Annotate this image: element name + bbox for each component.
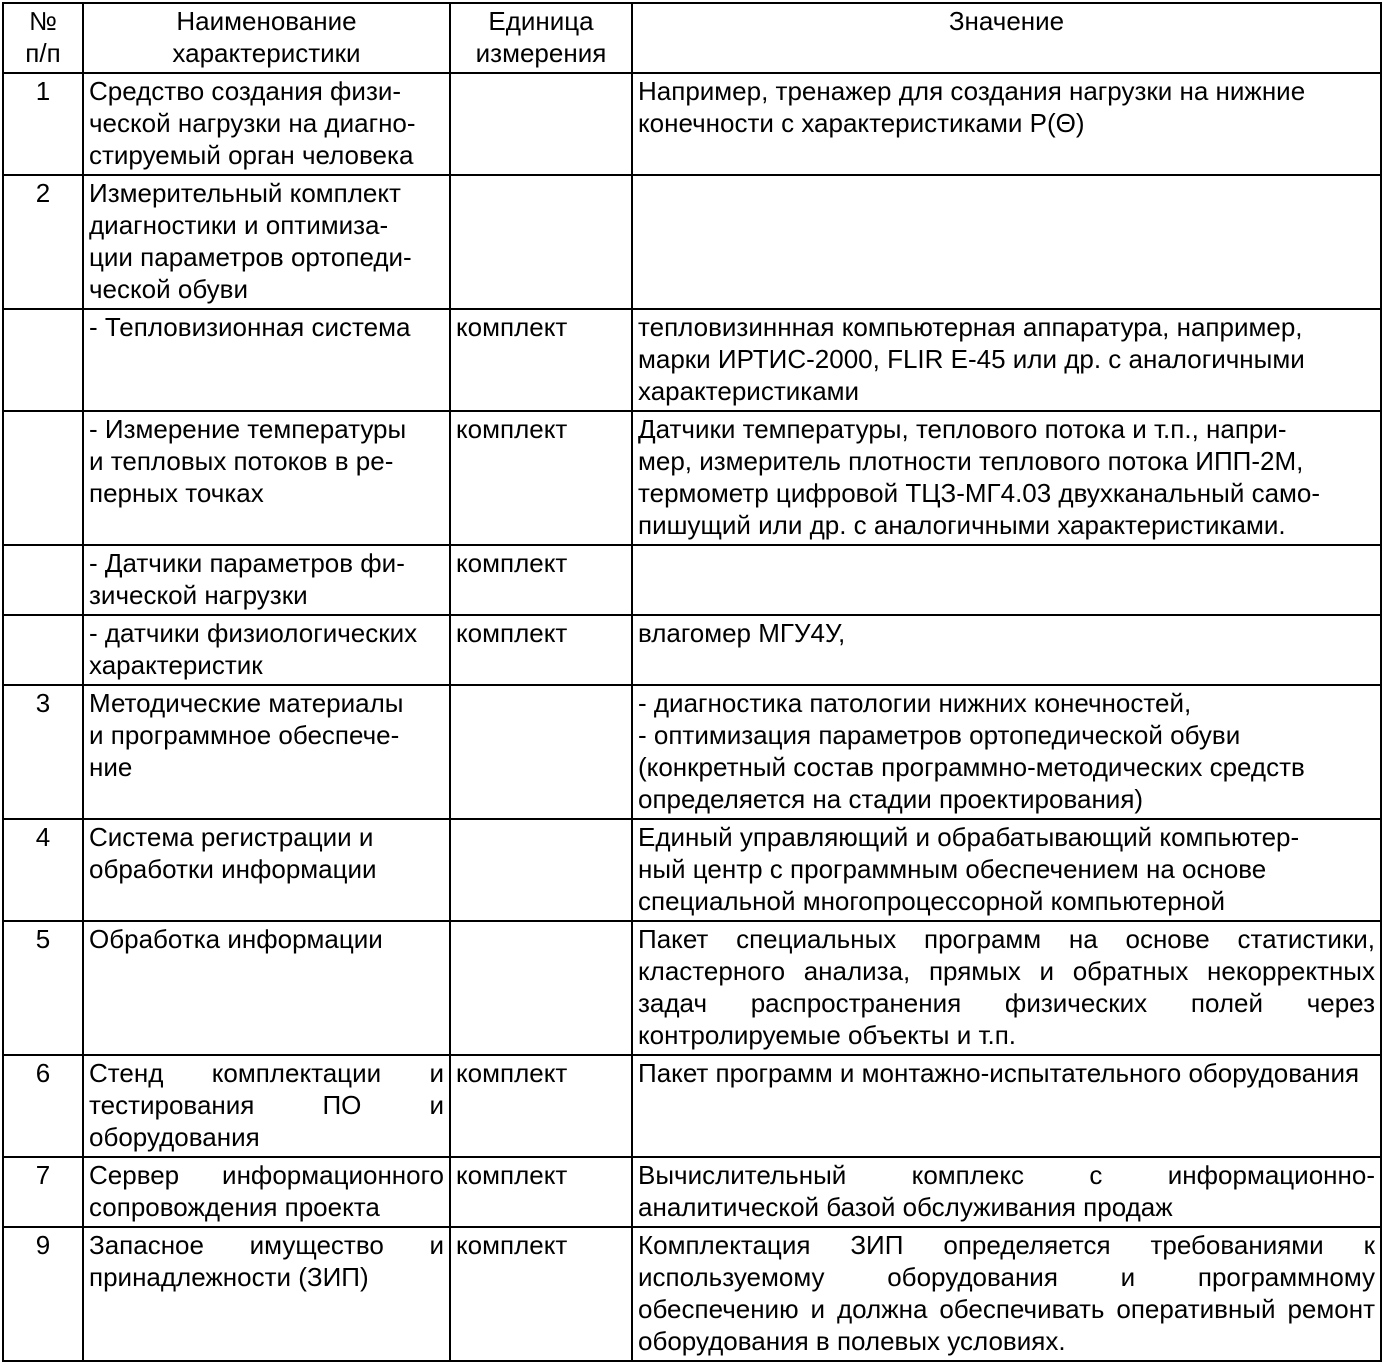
table-header-row <box>3 3 1381 73</box>
row-name: Запасное имущество и принадлежности (ЗИП) <box>83 1227 450 1361</box>
row-value: Например, тренажер для создания нагрузки на нижние конечности с характеристиками P(Θ) <box>632 73 1381 175</box>
table-row <box>3 411 1381 545</box>
table-row <box>3 819 1381 921</box>
row-num: 3 <box>3 685 83 819</box>
row-unit <box>450 73 632 175</box>
row-num: 2 <box>3 175 83 309</box>
row-value <box>632 545 1381 615</box>
row-value: - диагностика патологии нижних конечностей, - оптимизация параметров ортопедической обуви (конкретный состав программно-методических средств определяется на стадии проектирования) <box>632 685 1381 819</box>
row-num <box>3 615 83 685</box>
row-name: Обработка информации <box>83 921 450 1055</box>
row-unit: комплект <box>450 309 632 411</box>
row-unit: комплект <box>450 615 632 685</box>
row-unit: комплект <box>450 411 632 545</box>
row-num: 5 <box>3 921 83 1055</box>
row-name: Сервер информационного сопровождения проекта <box>83 1157 450 1227</box>
row-unit: комплект <box>450 1157 632 1227</box>
row-unit: комплект <box>450 1227 632 1361</box>
table-row <box>3 309 1381 411</box>
row-name: Методические материалы и программное обеспече- ние <box>83 685 450 819</box>
row-value: влагомер МГУ4У, <box>632 615 1381 685</box>
header-value: Значение <box>632 3 1381 73</box>
row-value: Вычислительный комплекс с информационно-аналитической базой обслуживания продаж <box>632 1157 1381 1227</box>
row-name: - Измерение температуры и тепловых потоков в ре- перных точках <box>83 411 450 545</box>
row-num <box>3 545 83 615</box>
row-unit <box>450 819 632 921</box>
specification-table <box>2 2 1382 1362</box>
row-unit <box>450 175 632 309</box>
row-name: Средство создания физи- ческой нагрузки на диагно- стируемый орган человека <box>83 73 450 175</box>
row-value: Единый управляющий и обрабатывающий компьютер- ный центр с программным обеспечением на основе специальной многопроцессорной компьютерной <box>632 819 1381 921</box>
row-value <box>632 175 1381 309</box>
row-unit <box>450 685 632 819</box>
row-value: Пакет специальных программ на основе статистики, кластерного анализа, прямых и обратных некорректных задач распространения физических полей через контролируемые объекты и т.п. <box>632 921 1381 1055</box>
row-num: 9 <box>3 1227 83 1361</box>
table-row <box>3 615 1381 685</box>
row-unit: комплект <box>450 545 632 615</box>
table-row <box>3 1227 1381 1361</box>
table-row <box>3 1157 1381 1227</box>
table-row <box>3 685 1381 819</box>
table-row <box>3 921 1381 1055</box>
table-row <box>3 545 1381 615</box>
specification-table-wrapper <box>2 2 1382 1362</box>
row-num <box>3 309 83 411</box>
row-num <box>3 411 83 545</box>
row-name: Измерительный комплект диагностики и оптимиза- ции параметров ортопеди- ческой обуви <box>83 175 450 309</box>
row-num: 4 <box>3 819 83 921</box>
table-row <box>3 1055 1381 1157</box>
header-num: № п/п <box>3 3 83 73</box>
row-num: 1 <box>3 73 83 175</box>
row-name: - датчики физиологических характеристик <box>83 615 450 685</box>
row-value: тепловизиннная компьютерная аппаратура, например, марки ИРТИС-2000, FLIR E-45 или др. с аналогичными характеристиками <box>632 309 1381 411</box>
header-unit: Единица измерения <box>450 3 632 73</box>
row-name: - Датчики параметров фи- зической нагрузки <box>83 545 450 615</box>
header-name: Наименование характеристики <box>83 3 450 73</box>
row-value: Комплектация ЗИП определяется требованиями к используемому оборудования и программному обеспечению и должна обеспечивать оперативный ремонт оборудования в полевых условиях. <box>632 1227 1381 1361</box>
row-name: - Тепловизионная система <box>83 309 450 411</box>
row-name: Стенд комплектации и тестирования ПО и оборудования <box>83 1055 450 1157</box>
row-value: Датчики температуры, теплового потока и т.п., напри- мер, измеритель плотности теплового потока ИПП-2М, термометр цифровой ТЦЗ-МГ4.03 двухканальный само- пишущий или др. с аналогичными характеристиками. <box>632 411 1381 545</box>
row-num: 7 <box>3 1157 83 1227</box>
row-value: Пакет программ и монтажно-испытательного оборудования <box>632 1055 1381 1157</box>
row-unit: комплект <box>450 1055 632 1157</box>
table-row <box>3 73 1381 175</box>
row-name: Система регистрации и обработки информации <box>83 819 450 921</box>
row-num: 6 <box>3 1055 83 1157</box>
table-row <box>3 175 1381 309</box>
row-unit <box>450 921 632 1055</box>
